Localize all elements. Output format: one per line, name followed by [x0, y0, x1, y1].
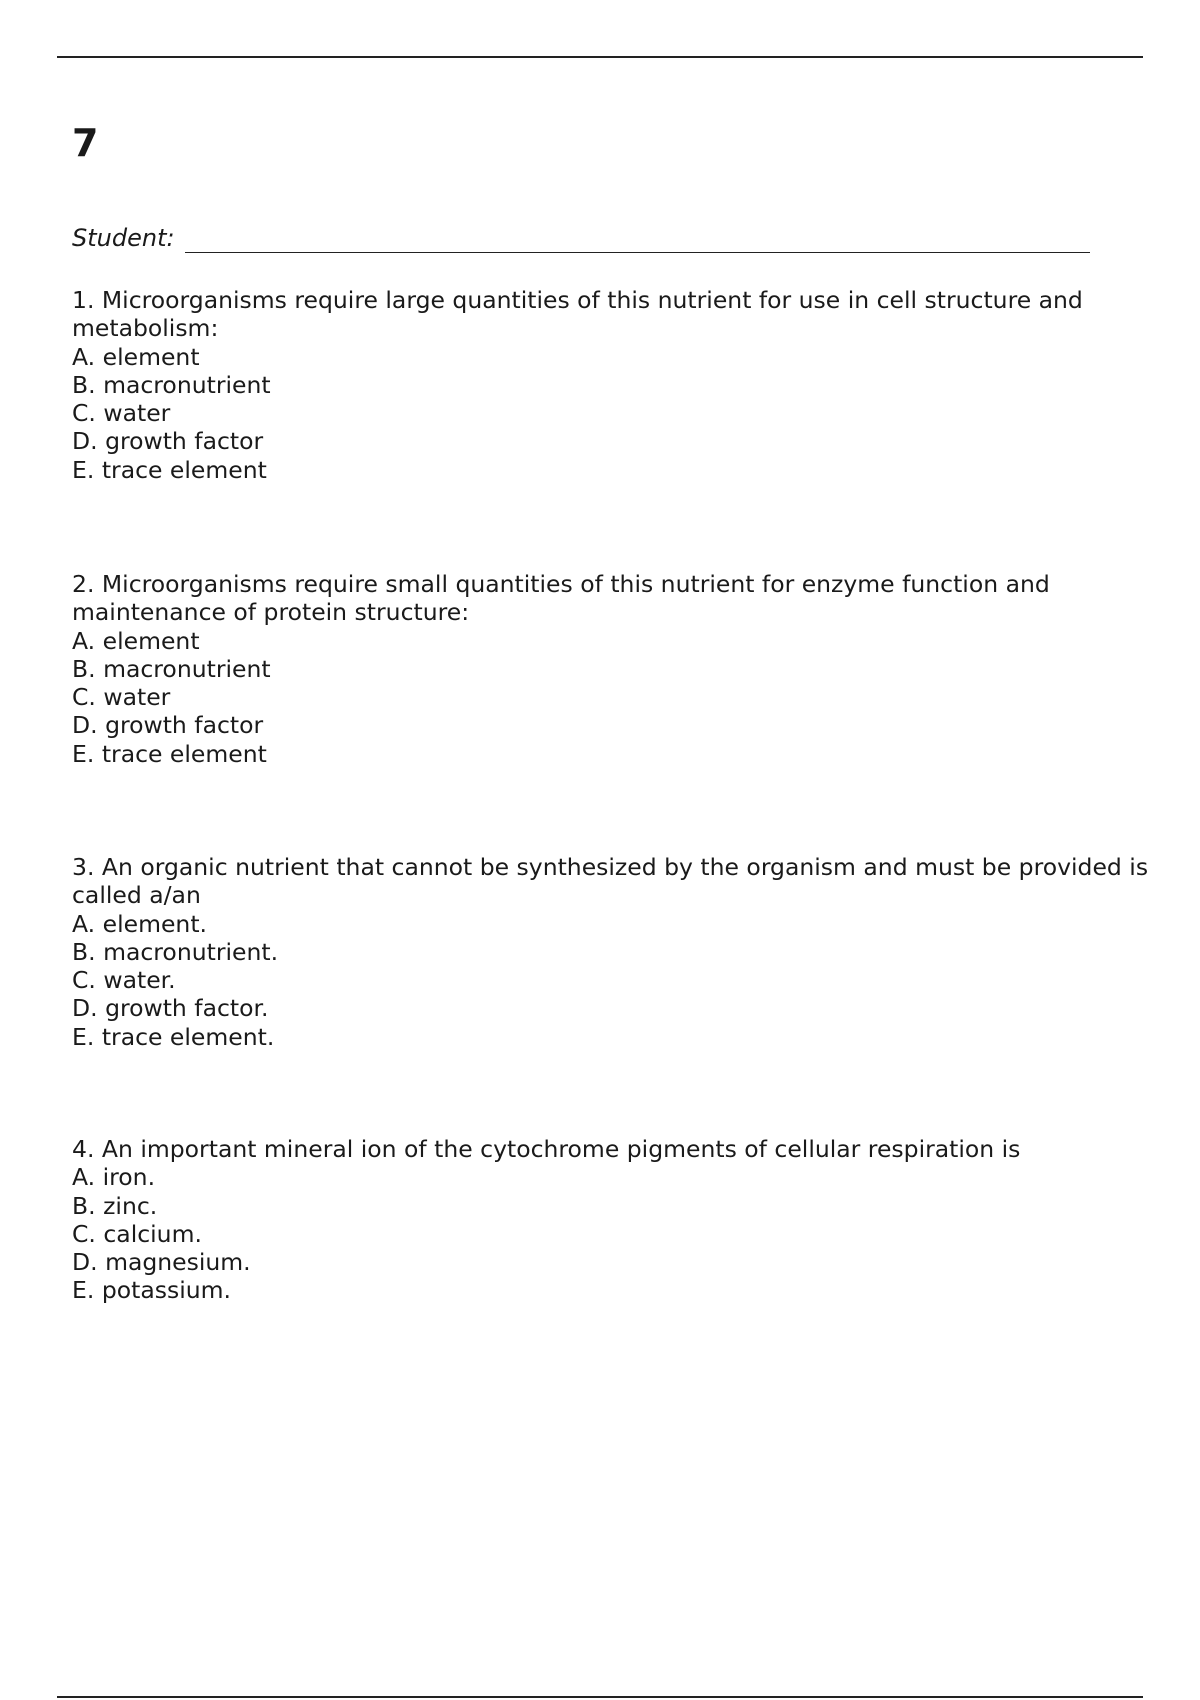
answer-options [72, 627, 1162, 768]
question-stem [72, 1135, 1162, 1163]
answer-option-a[interactable] [72, 910, 1162, 938]
option-text: calcium. [103, 1219, 202, 1248]
answer-options [72, 1163, 1162, 1304]
option-text: iron. [102, 1163, 156, 1192]
option-letter: C. [72, 966, 96, 995]
question-2 [72, 570, 1162, 768]
option-text: growth factor. [105, 994, 269, 1023]
student-name-blank[interactable] [185, 226, 1090, 253]
answer-option-a[interactable] [72, 1163, 1162, 1191]
answer-options [72, 343, 1162, 484]
question-text: An important mineral ion of the cytochrome pigments of cellular respiration is [101, 1135, 1021, 1163]
answer-option-b[interactable] [72, 655, 1162, 683]
answer-option-b[interactable] [72, 371, 1162, 399]
option-text: element [102, 342, 200, 371]
question-3 [72, 853, 1162, 1051]
answer-option-d[interactable] [72, 427, 1162, 455]
option-letter: A. [72, 909, 96, 938]
question-text: An organic nutrient that cannot be synthesized by the organism and must be provided is called a/an [72, 853, 1149, 910]
option-letter: E. [72, 1276, 95, 1305]
question-number: 4. [72, 1135, 95, 1163]
option-letter: D. [72, 427, 98, 456]
option-letter: A. [72, 1163, 96, 1192]
option-text: element. [102, 909, 207, 938]
option-text: zinc. [103, 1191, 158, 1220]
option-letter: C. [72, 399, 96, 428]
question-stem [72, 286, 1162, 343]
option-text: trace element. [101, 1022, 275, 1051]
option-letter: E. [72, 739, 95, 768]
question-number: 2. [72, 570, 95, 598]
question-4 [72, 1135, 1162, 1305]
answer-option-c[interactable] [72, 1220, 1162, 1248]
answer-option-e[interactable] [72, 456, 1162, 484]
option-text: growth factor [105, 711, 264, 740]
option-text: macronutrient [103, 654, 271, 683]
question-number: 1. [72, 286, 95, 314]
answer-option-c[interactable] [72, 966, 1162, 994]
option-letter: E. [72, 1022, 95, 1051]
question-number: 3. [72, 853, 95, 881]
top-divider [57, 56, 1143, 58]
answer-option-a[interactable] [72, 627, 1162, 655]
option-text: water [103, 683, 171, 712]
option-letter: E. [72, 455, 95, 484]
answer-option-e[interactable] [72, 1023, 1162, 1051]
answer-option-b[interactable] [72, 1192, 1162, 1220]
option-text: growth factor [105, 427, 264, 456]
answer-option-c[interactable] [72, 683, 1162, 711]
answer-option-c[interactable] [72, 399, 1162, 427]
option-text: water [103, 399, 171, 428]
option-text: potassium. [101, 1276, 231, 1305]
option-text: magnesium. [105, 1248, 251, 1277]
answer-option-d[interactable] [72, 994, 1162, 1022]
option-letter: D. [72, 1248, 98, 1277]
question-stem [72, 853, 1162, 910]
answer-option-e[interactable] [72, 1276, 1162, 1304]
student-name-row [72, 224, 1090, 253]
answer-option-d[interactable] [72, 711, 1162, 739]
option-text: trace element [101, 455, 267, 484]
student-label: Student: [72, 224, 175, 252]
answer-options [72, 910, 1162, 1051]
option-text: element [102, 626, 200, 655]
option-letter: B. [72, 370, 96, 399]
option-letter: C. [72, 683, 96, 712]
option-letter: A. [72, 342, 96, 371]
page-number: 7 [72, 121, 99, 165]
option-letter: B. [72, 654, 96, 683]
option-letter: D. [72, 711, 98, 740]
question-stem [72, 570, 1162, 627]
option-letter: D. [72, 994, 98, 1023]
answer-option-d[interactable] [72, 1248, 1162, 1276]
answer-option-b[interactable] [72, 938, 1162, 966]
option-letter: A. [72, 626, 96, 655]
option-letter: B. [72, 937, 96, 966]
option-text: macronutrient. [103, 937, 279, 966]
option-text: trace element [101, 739, 267, 768]
option-letter: B. [72, 1191, 96, 1220]
bottom-divider [57, 1696, 1143, 1698]
question-1 [72, 286, 1162, 484]
answer-option-e[interactable] [72, 740, 1162, 768]
question-text: Microorganisms require large quantities of this nutrient for use in cell structure and metabolism: [72, 286, 1083, 343]
answer-option-a[interactable] [72, 343, 1162, 371]
question-text: Microorganisms require small quantities of this nutrient for enzyme function and maintenance of protein structure: [72, 570, 1050, 627]
option-letter: C. [72, 1219, 96, 1248]
option-text: water. [103, 966, 176, 995]
option-text: macronutrient [103, 370, 271, 399]
